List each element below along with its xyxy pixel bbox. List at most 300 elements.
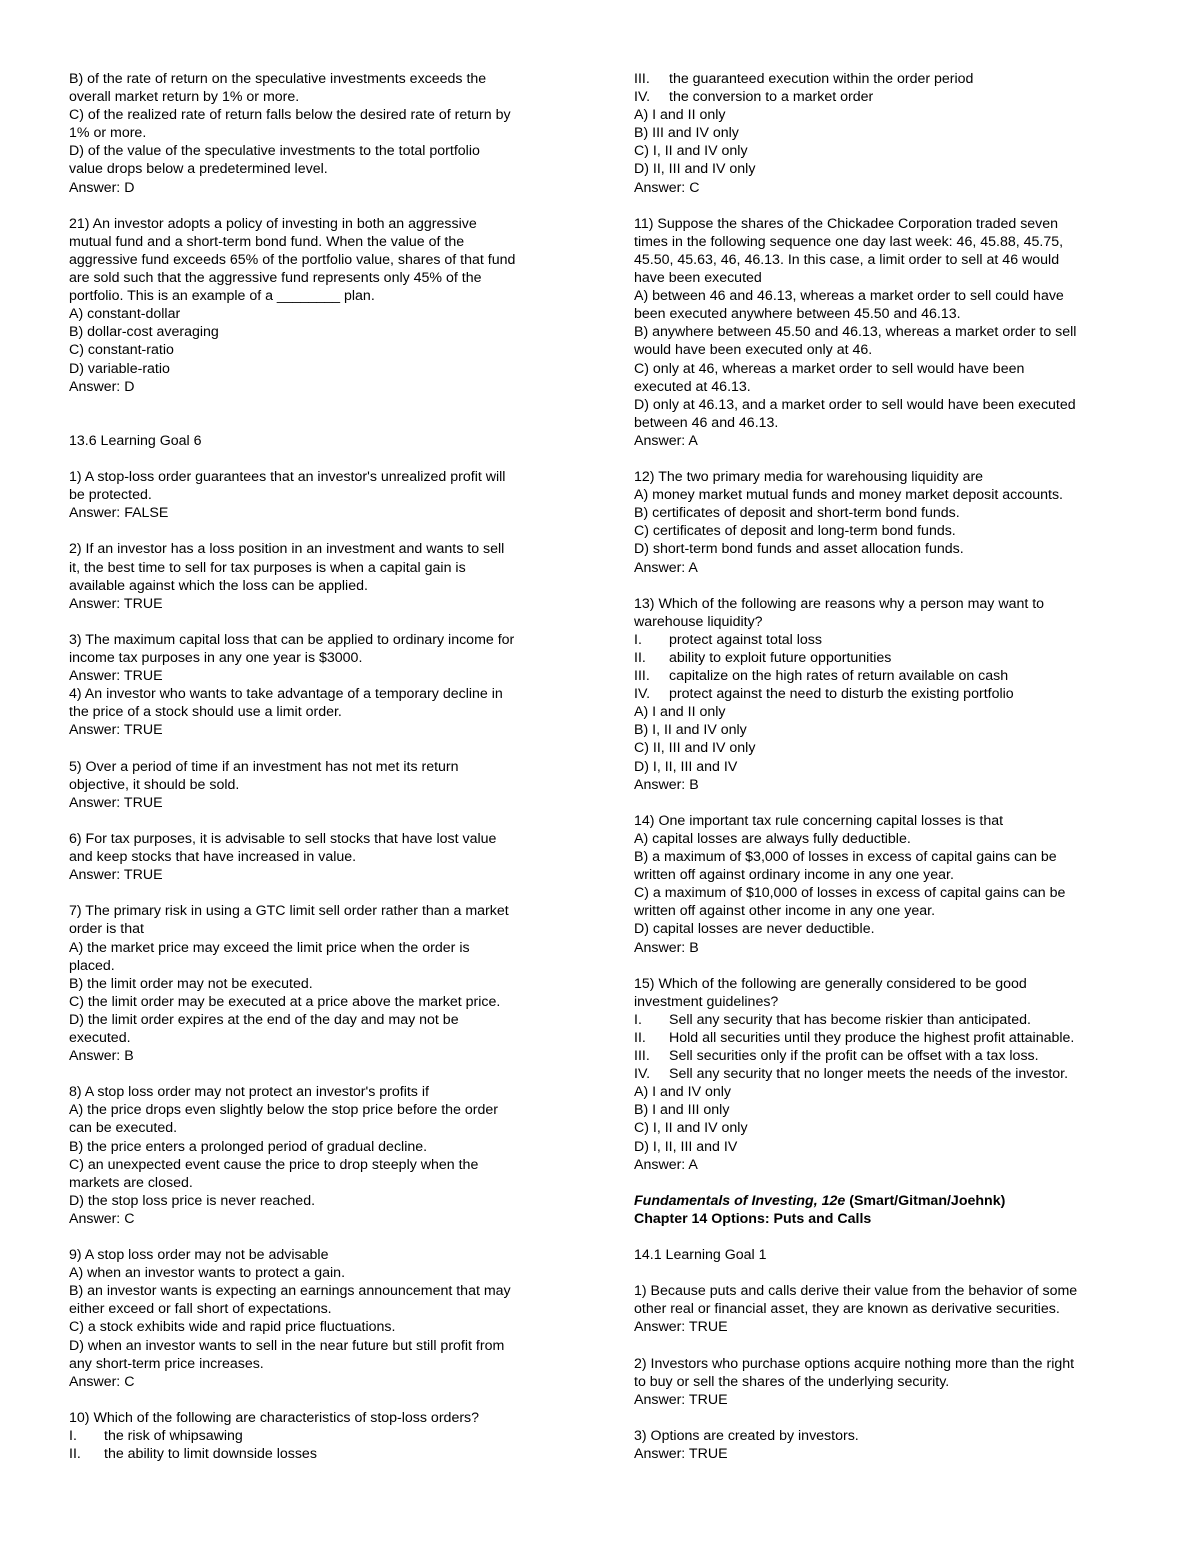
line-text: protect against the need to disturb the existing portfolio: [669, 686, 1014, 703]
text-line: [634, 269, 1134, 287]
line-text: B) the limit order may not be executed.: [69, 975, 313, 992]
text-line: [634, 595, 1134, 613]
blank-line: [634, 1337, 1134, 1355]
text-line: [69, 1119, 569, 1137]
text-line: [634, 88, 1134, 106]
line-text: C) certificates of deposit and long-term bond funds.: [634, 523, 956, 540]
line-text: 3) Options are created by investors.: [634, 1428, 859, 1445]
text-line: [634, 1373, 1134, 1391]
line-text: Answer: B: [69, 1048, 134, 1065]
text-line: [634, 251, 1134, 269]
line-text: A) capital losses are always fully deductible.: [634, 830, 911, 847]
text-line: [69, 920, 569, 938]
roman-numeral: II.: [69, 1446, 81, 1463]
line-text: B) dollar-cost averaging: [69, 324, 219, 341]
roman-numeral: IV.: [634, 686, 651, 703]
line-text: executed.: [69, 1029, 131, 1046]
text-line: [634, 812, 1134, 830]
line-text: Chapter 14 Options: Puts and Calls: [634, 1210, 872, 1227]
line-text: Answer: C: [634, 179, 700, 196]
text-line: [634, 432, 1134, 450]
blank-line: [69, 414, 569, 432]
text-line: [69, 1011, 569, 1029]
line-text: 45.50, 45.63, 46, 46.13. In this case, a limit order to sell at 46 would: [634, 251, 1060, 268]
line-text: C) constant-ratio: [69, 342, 174, 359]
blank-line: [634, 577, 1134, 595]
line-text: C) an unexpected event cause the price to drop steeply when the: [69, 1156, 479, 1173]
line-text: C) I, II and IV only: [634, 1120, 748, 1137]
text-line: [69, 776, 569, 794]
text-line: [634, 1047, 1134, 1065]
line-text: income tax purposes in any one year is $3000.: [69, 650, 363, 666]
line-text: Answer: FALSE: [69, 505, 169, 522]
left-column: [69, 70, 569, 1463]
line-text: aggressive fund exceeds 65% of the portfolio value, shares of that fund: [69, 251, 516, 268]
line-text: A) the price drops even slightly below the stop price before the order: [69, 1102, 499, 1119]
blank-line: [634, 197, 1134, 215]
line-text: would have been executed only at 46.: [634, 342, 873, 359]
text-line: [69, 993, 569, 1011]
text-line: [634, 866, 1134, 884]
line-text: are sold such that the aggressive fund represents only 45% of the: [69, 270, 482, 287]
text-line: [634, 1083, 1134, 1101]
roman-numeral: IV.: [634, 1066, 651, 1083]
roman-numeral: III.: [634, 1048, 650, 1065]
line-text: (Smart/Gitman/Joehnk): [845, 1192, 1006, 1209]
text-line: [69, 251, 569, 269]
line-text: D) the stop loss price is never reached.: [69, 1192, 316, 1209]
line-text: have been executed: [634, 270, 762, 287]
line-text: written off against ordinary income in any one year.: [634, 867, 954, 884]
text-line: [634, 1282, 1134, 1300]
text-line: [634, 396, 1134, 414]
line-text: 5) Over a period of time if an investment has not met its return: [69, 758, 459, 775]
line-text: the guaranteed execution within the order period: [669, 71, 974, 87]
text-line: [634, 884, 1134, 902]
line-text: C) I, II and IV only: [634, 143, 748, 160]
text-line: [634, 323, 1134, 341]
roman-numeral: I.: [634, 631, 642, 648]
line-text: objective, it should be sold.: [69, 776, 240, 793]
blank-line: [634, 450, 1134, 468]
text-line: [634, 1391, 1134, 1409]
text-line: [69, 1138, 569, 1156]
text-line: [634, 1246, 1134, 1264]
text-line: [69, 378, 569, 396]
text-line: [634, 215, 1134, 233]
text-line: [634, 378, 1134, 396]
blank-line: [69, 812, 569, 830]
line-text: A) I and IV only: [634, 1084, 731, 1101]
text-line: [69, 595, 569, 613]
roman-numeral: III.: [634, 71, 650, 87]
line-text: markets are closed.: [69, 1174, 193, 1191]
line-text: C) only at 46, whereas a market order to sell would have been: [634, 360, 1025, 377]
text-line: [69, 540, 569, 558]
line-text: Answer: C: [69, 1373, 135, 1390]
line-text: C) the limit order may be executed at a price above the market price.: [69, 993, 501, 1010]
blank-line: [69, 1065, 569, 1083]
text-line: [634, 522, 1134, 540]
text-line: [69, 848, 569, 866]
text-line: [69, 233, 569, 251]
text-line: [69, 142, 569, 160]
text-line: [69, 1156, 569, 1174]
line-text: Answer: C: [69, 1210, 135, 1227]
text-line: [634, 124, 1134, 142]
line-text: 13) Which of the following are reasons why a person may want to: [634, 595, 1045, 612]
line-text: Answer: TRUE: [634, 1319, 728, 1336]
text-line: [69, 432, 569, 450]
text-line: [69, 1101, 569, 1119]
book-title: Fundamentals of Investing, 12e: [634, 1192, 846, 1209]
line-text: Answer: D: [69, 179, 135, 196]
text-line: [634, 468, 1134, 486]
text-line: [69, 559, 569, 577]
text-line: [634, 142, 1134, 160]
line-text: A) the market price may exceed the limit price when the order is: [69, 939, 470, 956]
line-text: 4) An investor who wants to take advantage of a temporary decline in: [69, 686, 503, 703]
roman-numeral: I.: [69, 1428, 77, 1445]
text-line: [69, 902, 569, 920]
line-text: D) I, II, III and IV: [634, 1138, 738, 1155]
right-column: [634, 70, 1134, 1463]
text-line: [69, 631, 569, 649]
roman-numeral: II.: [634, 1029, 646, 1046]
line-text: 6) For tax purposes, it is advisable to sell stocks that have lost value: [69, 830, 497, 847]
line-text: placed.: [69, 957, 115, 974]
blank-line: [69, 522, 569, 540]
line-text: 21) An investor adopts a policy of investing in both an aggressive: [69, 215, 477, 232]
line-text: A) constant-dollar: [69, 306, 181, 323]
text-line: [69, 1083, 569, 1101]
line-text: been executed anywhere between 45.50 and 46.13.: [634, 306, 961, 323]
text-line: [69, 323, 569, 341]
line-text: between 46 and 46.13.: [634, 414, 779, 431]
text-line: [634, 939, 1134, 957]
line-text: 1) A stop-loss order guarantees that an investor's unrealized profit will: [69, 469, 506, 486]
text-line: [69, 1337, 569, 1355]
text-line: [69, 360, 569, 378]
line-text: D) the limit order expires at the end of the day and may not be: [69, 1011, 459, 1028]
line-text: B) III and IV only: [634, 125, 739, 142]
line-text: Answer: TRUE: [69, 668, 163, 685]
text-line: [69, 124, 569, 142]
line-text: Answer: TRUE: [69, 722, 163, 739]
line-text: mutual fund and a short-term bond fund. When the value of the: [69, 233, 465, 250]
text-line: [69, 179, 569, 197]
line-text: Answer: B: [634, 939, 699, 956]
text-line: [634, 776, 1134, 794]
text-line: [69, 1373, 569, 1391]
line-text: D) short-term bond funds and asset allocation funds.: [634, 541, 964, 558]
line-text: Answer: TRUE: [634, 1446, 728, 1463]
line-text: B) a maximum of $3,000 of losses in excess of capital gains can be: [634, 849, 1057, 866]
text-line: [69, 1174, 569, 1192]
line-text: 2) Investors who purchase options acquire nothing more than the right: [634, 1355, 1075, 1372]
roman-numeral: I.: [634, 1011, 642, 1028]
text-line: [634, 1156, 1134, 1174]
line-text: D) of the value of the speculative investments to the total portfolio: [69, 143, 480, 160]
line-text: A) when an investor wants to protect a gain.: [69, 1265, 346, 1282]
line-text: Sell securities only if the profit can be offset with a tax loss.: [669, 1048, 1039, 1065]
line-text: B) of the rate of return on the speculative investments exceeds the: [69, 71, 487, 87]
roman-numeral: IV.: [634, 89, 651, 106]
text-line: [634, 1300, 1134, 1318]
line-text: Answer: TRUE: [69, 867, 163, 884]
line-text: 11) Suppose the shares of the Chickadee Corporation traded seven: [634, 215, 1059, 232]
line-text: Answer: A: [634, 432, 698, 449]
line-text: D) variable-ratio: [69, 360, 170, 377]
text-line: [634, 414, 1134, 432]
text-line: [634, 360, 1134, 378]
line-text: D) only at 46.13, and a market order to sell would have been executed: [634, 396, 1076, 413]
text-line: [69, 1047, 569, 1065]
text-line: [69, 649, 569, 667]
line-text: D) I, II, III and IV: [634, 758, 738, 775]
text-line: [634, 758, 1134, 776]
line-text: B) an investor wants is expecting an earnings announcement that may: [69, 1283, 511, 1300]
line-text: D) when an investor wants to sell in the near future but still profit from: [69, 1337, 505, 1354]
line-text: it, the best time to sell for tax purposes is when a capital gain is: [69, 559, 466, 576]
text-line: [69, 721, 569, 739]
text-line: [69, 1409, 569, 1427]
text-line: [634, 739, 1134, 757]
line-text: 2) If an investor has a loss position in an investment and wants to sell: [69, 541, 505, 558]
text-line: [634, 1445, 1134, 1463]
line-text: be protected.: [69, 487, 152, 504]
roman-numeral: II.: [634, 650, 646, 666]
line-text: Sell any security that no longer meets the needs of the investor.: [669, 1066, 1069, 1083]
text-line: [634, 920, 1134, 938]
line-text: capitalize on the high rates of return available on cash: [669, 668, 1009, 685]
line-text: C) a maximum of $10,000 of losses in excess of capital gains can be: [634, 885, 1066, 902]
line-text: 12) The two primary media for warehousing liquidity are: [634, 469, 984, 486]
line-text: Answer: B: [634, 776, 699, 793]
line-text: C) II, III and IV only: [634, 740, 756, 757]
line-text: 3) The maximum capital loss that can be applied to ordinary income for: [69, 631, 515, 648]
line-text: order is that: [69, 921, 144, 938]
line-text: Answer: A: [634, 1156, 698, 1173]
line-text: B) the price enters a prolonged period of gradual decline.: [69, 1138, 428, 1155]
line-text: 9) A stop loss order may not be advisable: [69, 1247, 329, 1264]
text-line: [69, 215, 569, 233]
text-line: [69, 106, 569, 124]
line-text: available against which the loss can be applied.: [69, 577, 368, 594]
text-line: [634, 1355, 1134, 1373]
blank-line: [69, 396, 569, 414]
line-text: investment guidelines?: [634, 993, 779, 1010]
blank-line: [634, 957, 1134, 975]
text-line: [69, 866, 569, 884]
line-text: the ability to limit downside losses: [104, 1446, 317, 1463]
text-line: [69, 1300, 569, 1318]
line-text: Answer: D: [69, 378, 135, 395]
blank-line: [634, 1228, 1134, 1246]
text-line: [634, 106, 1134, 124]
text-line: [634, 341, 1134, 359]
text-line: [634, 1427, 1134, 1445]
text-line: [69, 486, 569, 504]
text-line: [69, 1355, 569, 1373]
text-line: [69, 830, 569, 848]
line-text: 1% or more.: [69, 125, 147, 142]
line-text: and keep stocks that have increased in value.: [69, 849, 357, 866]
text-line: [69, 305, 569, 323]
blank-line: [69, 450, 569, 468]
text-line: [634, 667, 1134, 685]
roman-numeral: III.: [634, 668, 650, 685]
blank-line: [634, 1174, 1134, 1192]
text-line: [69, 975, 569, 993]
line-text: protect against total loss: [669, 631, 822, 648]
text-line: [634, 1119, 1134, 1137]
text-line: [69, 1445, 569, 1463]
text-line: [634, 1318, 1134, 1336]
text-line: [69, 957, 569, 975]
line-text: to buy or sell the shares of the underlying security.: [634, 1373, 950, 1390]
line-text: 13.6 Learning Goal 6: [69, 432, 202, 449]
blank-line: [69, 739, 569, 757]
text-line: [634, 287, 1134, 305]
line-text: C) a stock exhibits wide and rapid price fluctuations.: [69, 1319, 396, 1336]
line-text: the risk of whipsawing: [104, 1428, 243, 1445]
blank-line: [69, 884, 569, 902]
line-text: other real or financial asset, they are known as derivative securities.: [634, 1301, 1060, 1318]
blank-line: [634, 1409, 1134, 1427]
text-line: [634, 975, 1134, 993]
text-line: [634, 993, 1134, 1011]
line-text: Answer: TRUE: [69, 595, 163, 612]
line-text: 8) A stop loss order may not protect an investor's profits if: [69, 1084, 429, 1101]
blank-line: [69, 1391, 569, 1409]
line-text: either exceed or fall short of expectations.: [69, 1301, 332, 1318]
text-line: [634, 649, 1134, 667]
line-text: can be executed.: [69, 1120, 178, 1137]
line-text: B) I and III only: [634, 1102, 730, 1119]
text-line: [634, 1138, 1134, 1156]
line-text: C) of the realized rate of return falls below the desired rate of return by: [69, 107, 511, 124]
text-line: [634, 160, 1134, 178]
line-text: 10) Which of the following are characteristics of stop-loss orders?: [69, 1409, 480, 1426]
line-text: portfolio. This is an example of a ________ plan.: [69, 288, 375, 305]
chapter-title-line: [634, 1210, 1134, 1228]
text-line: [69, 1427, 569, 1445]
text-line: [634, 1101, 1134, 1119]
line-text: value drops below a predetermined level.: [69, 161, 328, 178]
line-text: A) between 46 and 46.13, whereas a market order to sell could have: [634, 288, 1064, 305]
text-line: [69, 1210, 569, 1228]
text-line: [634, 305, 1134, 323]
line-text: written off against other income in any one year.: [634, 903, 936, 920]
line-text: D) capital losses are never deductible.: [634, 921, 875, 938]
line-text: 1) Because puts and calls derive their value from the behavior of some: [634, 1283, 1078, 1300]
line-text: Answer: TRUE: [69, 794, 163, 811]
text-line: [634, 703, 1134, 721]
text-line: [69, 758, 569, 776]
line-text: A) I and II only: [634, 107, 726, 124]
line-text: overall market return by 1% or more.: [69, 89, 300, 106]
text-line: [634, 70, 1134, 88]
text-line: [634, 233, 1134, 251]
line-text: B) anywhere between 45.50 and 46.13, whereas a market order to sell: [634, 324, 1077, 341]
line-text: the conversion to a market order: [669, 89, 874, 106]
text-line: [69, 939, 569, 957]
text-line: [69, 70, 569, 88]
text-line: [69, 88, 569, 106]
text-line: [69, 667, 569, 685]
text-line: [69, 1192, 569, 1210]
text-line: [69, 160, 569, 178]
text-line: [634, 486, 1134, 504]
line-text: 14) One important tax rule concerning capital losses is that: [634, 812, 1004, 829]
text-line: [69, 685, 569, 703]
line-text: D) II, III and IV only: [634, 161, 756, 178]
text-line: [634, 902, 1134, 920]
text-line: [634, 685, 1134, 703]
line-text: 14.1 Learning Goal 1: [634, 1247, 767, 1264]
line-text: warehouse liquidity?: [634, 613, 763, 630]
line-text: times in the following sequence one day last week: 46, 45.88, 45.75,: [634, 233, 1064, 250]
text-line: [69, 794, 569, 812]
text-line: [69, 1246, 569, 1264]
line-text: executed at 46.13.: [634, 378, 751, 395]
text-line: [634, 179, 1134, 197]
text-line: [634, 1065, 1134, 1083]
line-text: Sell any security that has become riskier than anticipated.: [669, 1011, 1031, 1028]
text-line: [634, 848, 1134, 866]
text-line: [69, 577, 569, 595]
line-text: Answer: A: [634, 559, 698, 576]
blank-line: [634, 794, 1134, 812]
text-line: [69, 1264, 569, 1282]
text-line: [69, 1318, 569, 1336]
blank-line: [69, 1228, 569, 1246]
line-text: any short-term price increases.: [69, 1355, 264, 1372]
text-line: [69, 269, 569, 287]
text-line: [69, 1029, 569, 1047]
text-line: [634, 830, 1134, 848]
text-line: [634, 540, 1134, 558]
text-line: [634, 721, 1134, 739]
text-line: [634, 613, 1134, 631]
line-text: Hold all securities until they produce the highest profit attainable.: [669, 1029, 1075, 1046]
line-text: 15) Which of the following are generally considered to be good: [634, 975, 1027, 992]
line-text: Answer: TRUE: [634, 1391, 728, 1408]
text-line: [69, 287, 569, 305]
text-line: [634, 1029, 1134, 1047]
line-text: ability to exploit future opportunities: [669, 650, 892, 666]
blank-line: [69, 613, 569, 631]
line-text: B) I, II and IV only: [634, 722, 747, 739]
text-line: [634, 504, 1134, 522]
line-text: A) I and II only: [634, 704, 726, 721]
text-line: [69, 341, 569, 359]
line-text: the price of a stock should use a limit order.: [69, 704, 342, 721]
text-line: [634, 559, 1134, 577]
text-line: [69, 703, 569, 721]
text-line: [634, 1011, 1134, 1029]
text-line: [69, 1282, 569, 1300]
blank-line: [69, 197, 569, 215]
blank-line: [634, 1264, 1134, 1282]
text-line: [69, 468, 569, 486]
line-text: B) certificates of deposit and short-term bond funds.: [634, 505, 960, 522]
text-line: [69, 504, 569, 522]
text-line: [634, 631, 1134, 649]
chapter-title-line: [634, 1192, 1134, 1210]
line-text: A) money market mutual funds and money market deposit accounts.: [634, 487, 1063, 504]
